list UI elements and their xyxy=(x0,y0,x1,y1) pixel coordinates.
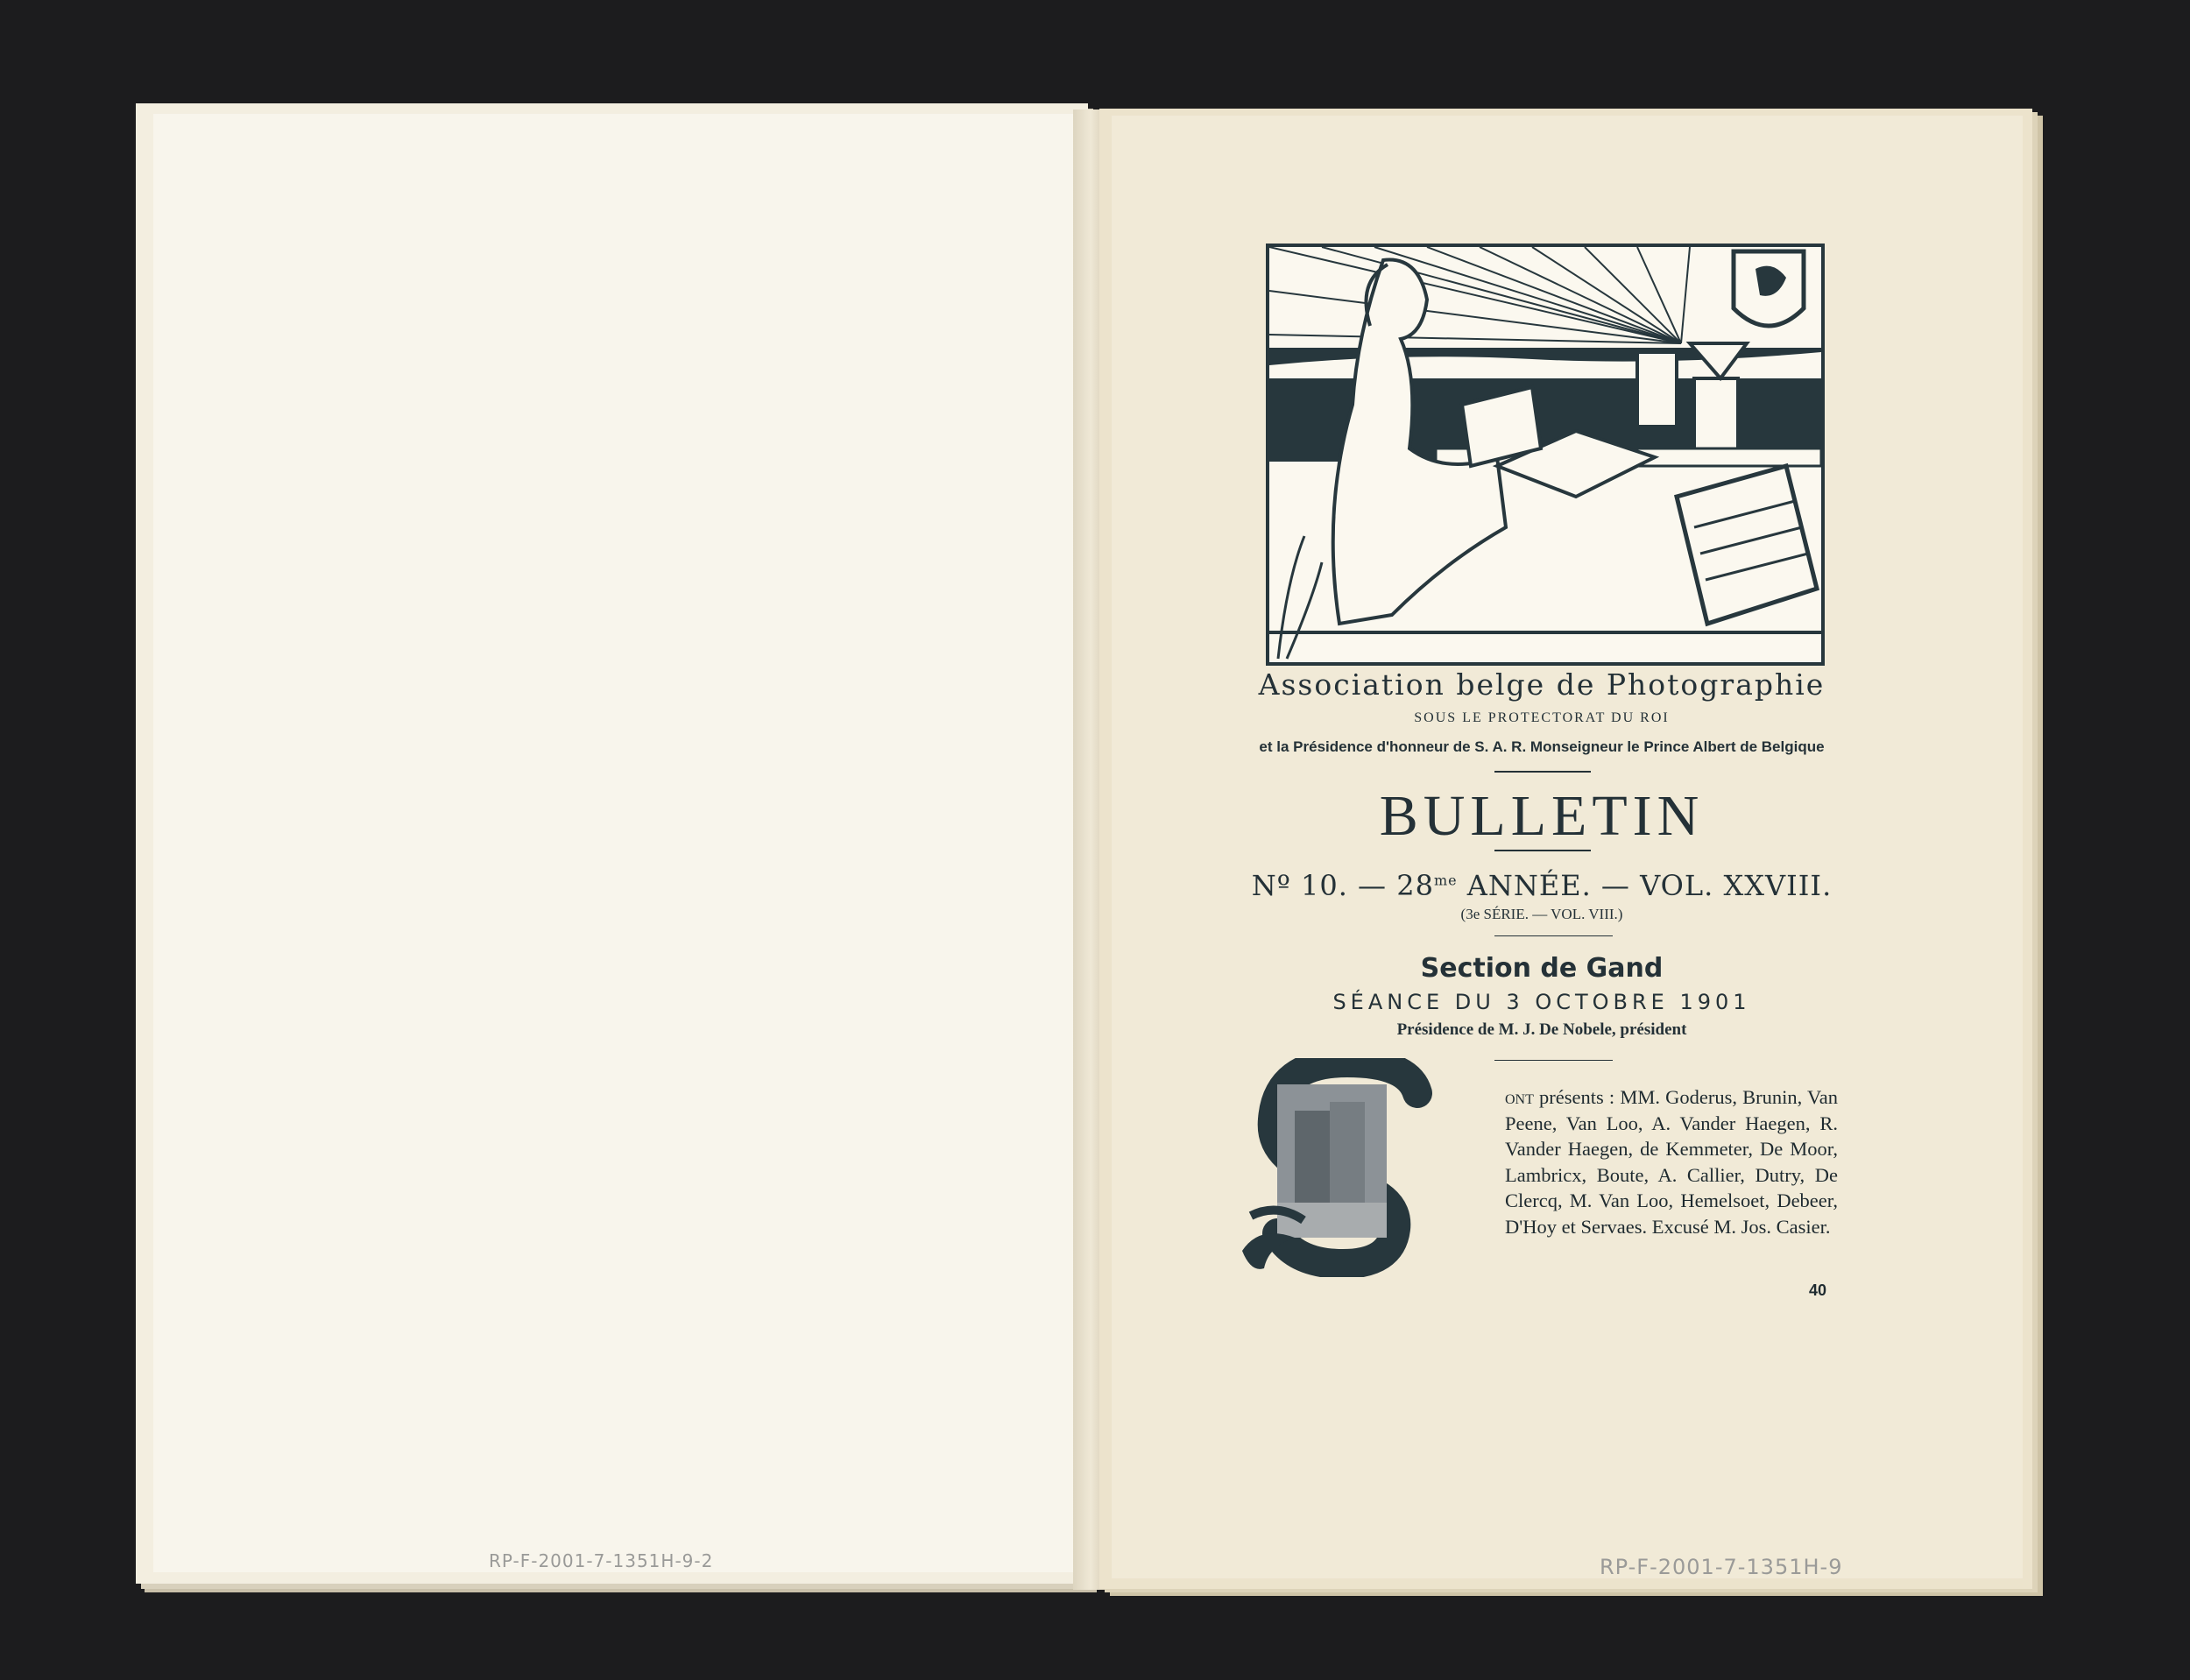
left-page xyxy=(136,103,1088,1584)
divider xyxy=(1494,1060,1613,1061)
paragraph-opening: ont xyxy=(1505,1086,1534,1108)
issue-number: Nº 10. — 28 xyxy=(1251,869,1434,902)
photographer-woman-illustration xyxy=(1269,247,1821,662)
protectorat-line: SOUS LE PROTECTORAT DU ROI xyxy=(1414,710,1670,725)
issue-line xyxy=(1209,869,1875,902)
header-illustration xyxy=(1266,244,1825,666)
section-heading: Section de Gand xyxy=(1420,953,1664,984)
serie-line: (3e SÉRIE. — VOL. VIII.) xyxy=(1460,906,1623,922)
issue-superscript: me xyxy=(1433,872,1458,889)
divider xyxy=(1494,850,1591,851)
decorative-dropcap xyxy=(1242,1058,1461,1277)
page-number: 40 xyxy=(1809,1281,1827,1299)
presidence-line: Présidence de M. J. De Nobele, président xyxy=(1396,1020,1687,1039)
issue-rest: ANNÉE. — VOL. XXVIII. xyxy=(1457,869,1833,902)
association-title: Association belge de Photographie xyxy=(1258,667,1826,702)
bulletin-title: BULLETIN xyxy=(1379,784,1705,848)
seance-line: SÉANCE DU 3 OCTOBRE 1901 xyxy=(1332,990,1751,1014)
paragraph-text: présents : MM. Goderus, Brunin, Van Peene, Van Loo, A. Vander Haegen, R. Vander Haegen, de Kemmeter, De Moor, Lambricx, Boute, A. Callier, Dutry, De Clercq, M. Van Loo, Hemelsoet, Debeer, D'Hoy et Servaes. Excusé M. Jos. Casier. xyxy=(1505,1086,1838,1238)
honneur-line: et la Présidence d'honneur de S. A. R. Monseigneur le Prince Albert de Belgique xyxy=(1259,738,1825,755)
minutes-paragraph xyxy=(1505,1084,1838,1239)
left-page-sheet xyxy=(153,114,1073,1572)
dropcap-s-icon xyxy=(1242,1058,1461,1277)
divider xyxy=(1494,771,1591,773)
right-inventory-number: RP-F-2001-7-1351H-9 xyxy=(1600,1555,1843,1579)
divider xyxy=(1494,935,1613,936)
left-inventory-number: RP-F-2001-7-1351H-9-2 xyxy=(489,1550,714,1571)
